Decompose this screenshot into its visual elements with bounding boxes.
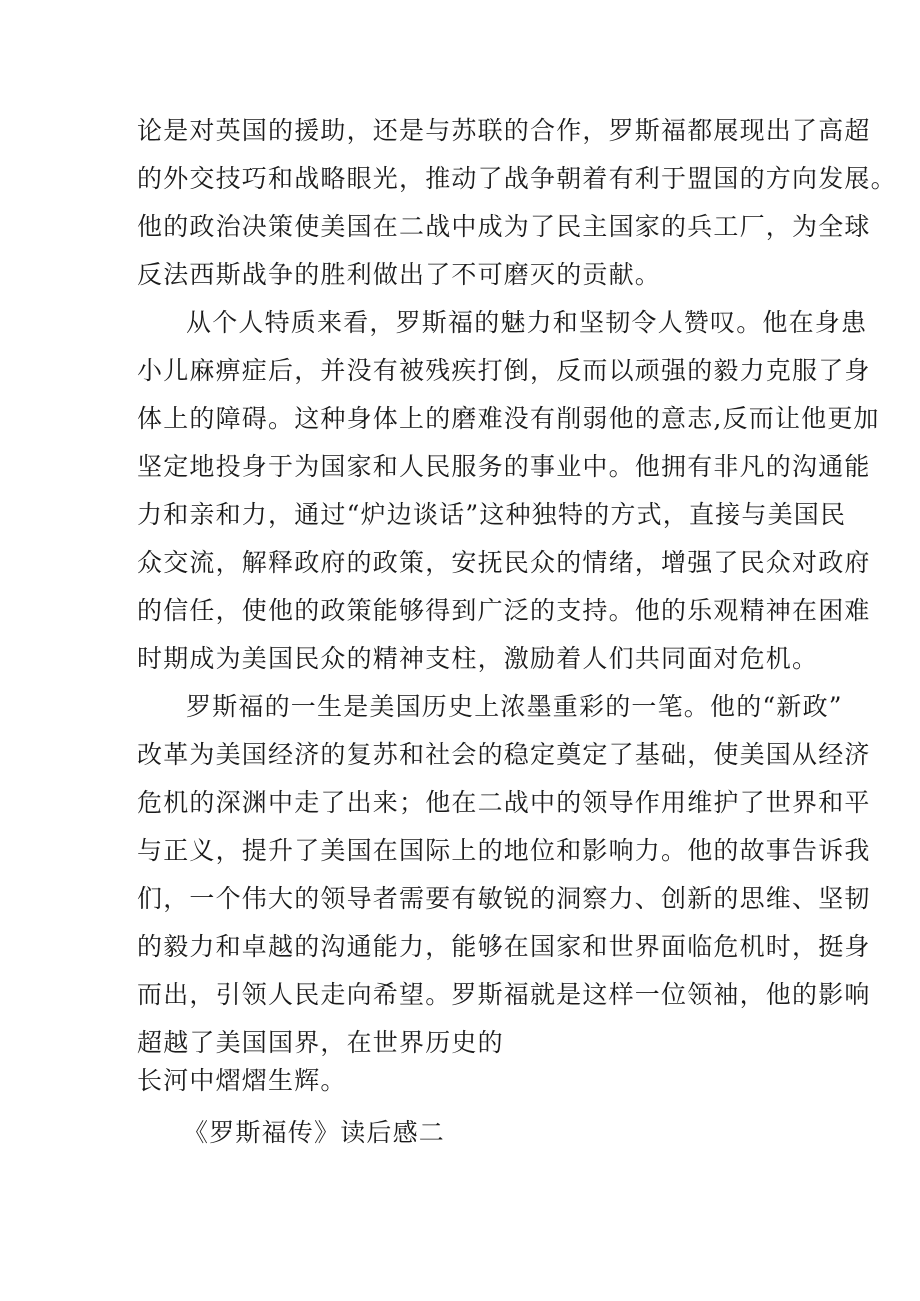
text-line: 他的政治决策使美国在二战中成为了民主国家的兵工厂，为全球: [137, 212, 871, 241]
section-title: 《罗斯福传》读后感二: [183, 1118, 446, 1147]
text-line: 危机的深渊中走了出来；他在二战中的领导作用维护了世界和平: [137, 788, 871, 817]
text-line: 改革为美国经济的复苏和社会的稳定奠定了基础，使美国从经济: [137, 740, 871, 769]
text-line: 的信任，使他的政策能够得到广泛的支持。他的乐观精神在困难: [137, 596, 871, 625]
text-line: 的外交技巧和战略眼光，推动了战争朝着有利于盟国的方向发展。: [137, 164, 897, 193]
paragraph-start-line: 罗斯福的一生是美国历史上浓墨重彩的一笔。他的“新政”: [186, 692, 843, 721]
text-line: 反法西斯战争的胜利做出了不可磨灭的贡献。: [137, 260, 662, 289]
text-line: 体上的障碍。这种身体上的磨难没有削弱他的意志,反而让他更加: [137, 404, 880, 433]
text-line: 长河中熠熠生辉。: [137, 1066, 347, 1095]
text-line: 时期成为美国民众的精神支柱，激励着人们共同面对危机。: [137, 644, 819, 673]
text-line: 而出，引领人民走向希望。罗斯福就是这样一位领袖，他的影响: [137, 980, 871, 1009]
text-line: 小儿麻痹症后，并没有被残疾打倒，反而以顽强的毅力克服了身: [137, 356, 871, 385]
text-line: 的毅力和卓越的沟通能力，能够在国家和世界面临危机时，挺身: [137, 932, 871, 961]
text-line: 们，一个伟大的领导者需要有敏锐的洞察力、创新的思维、坚韧: [137, 884, 871, 913]
text-line: 力和亲和力，通过“炉边谈话”这种独特的方式，直接与美国民: [137, 500, 847, 529]
text-line: 论是对英国的援助，还是与苏联的合作，罗斯福都展现出了高超: [137, 116, 871, 145]
text-line: 超越了美国国界，在世界历史的: [137, 1028, 504, 1057]
text-line: 众交流，解释政府的政策，安抚民众的情绪，增强了民众对政府: [137, 548, 871, 577]
text-line: 坚定地投身于为国家和人民服务的事业中。他拥有非凡的沟通能: [137, 452, 871, 481]
text-line: 与正义，提升了美国在国际上的地位和影响力。他的故事告诉我: [137, 836, 871, 865]
paragraph-start-line: 从个人特质来看，罗斯福的魅力和坚韧令人赞叹。他在身患: [186, 308, 868, 337]
